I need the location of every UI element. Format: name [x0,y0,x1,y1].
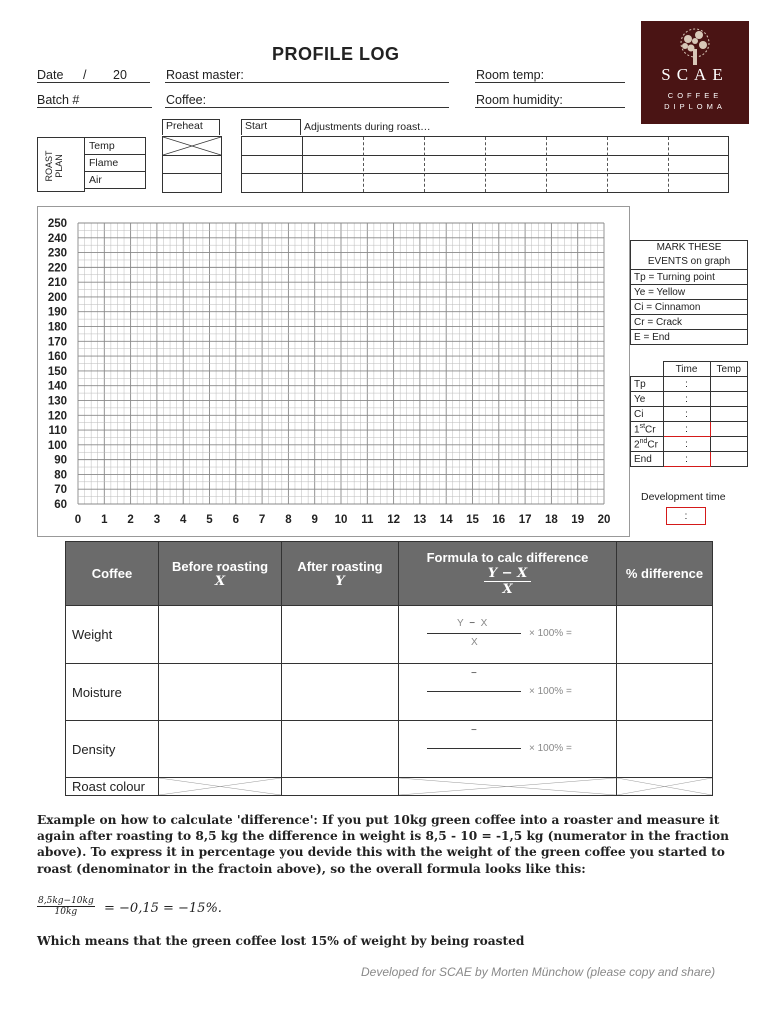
y-tick-label: 150 [47,365,67,378]
events-legend [630,240,748,345]
cross-icon [399,778,616,795]
y-tick-label: 240 [47,232,67,245]
row-end-label: End [631,452,664,467]
cross-icon [617,778,712,795]
date-label: Date [37,68,64,82]
y-tick-label: 90 [54,454,67,467]
roast-plan-side [37,137,85,192]
event-ye: Ye = Yellow [631,285,748,300]
row-roast-colour: Roast colour [66,778,159,796]
y-tick-label: 210 [47,277,67,290]
moisture-after[interactable] [282,664,399,721]
room-temp-field[interactable] [475,82,625,83]
col-after: After roasting Y [282,542,399,606]
col-coffee: Coffee [66,542,159,606]
x-tick-label: 14 [439,514,453,526]
roast-colour-after[interactable] [282,778,399,796]
difference-table [65,541,713,796]
example-numerator: 8,5kg−10kg [38,896,94,906]
x-tick-label: 1 [101,514,108,526]
room-humidity-field[interactable] [475,107,625,108]
x-tick-label: 11 [361,514,374,526]
roast-master-field[interactable] [165,82,449,83]
event-tp: Tp = Turning point [631,270,748,285]
density-after[interactable] [282,721,399,778]
col-temp: Temp [710,362,748,377]
row-density: Density [66,721,159,778]
y-tick-label: 160 [47,351,67,364]
roast-profile-chart[interactable] [37,206,628,535]
events-header-1: MARK THESE [656,242,722,253]
example-result: = −0,15 = −15%. [104,901,222,916]
roast-colour-formula [399,778,617,796]
end-temp[interactable] [710,452,748,467]
roast-plan-rows [84,137,146,189]
example-paragraph: Example on how to calculate 'difference': If you put 10kg green coffee into a roaster and measure it again after roasting to 8,5 kg the difference in weight is 8,5 - 10 = -1,5 kg (numerator in the fraction above). To express it in percentage you devide this with the weight of the green coffee you started to roast (denominator in the fractoin above), so the overall formula looks like this: [37,813,729,876]
room-temp-label: Room temp: [476,68,545,82]
roast-plan-side-1: ROAST [44,150,54,182]
row-ci-label: Ci [631,407,664,422]
logo-brand: SCAE [661,65,729,84]
x-tick-label: 20 [597,514,611,526]
event-cr: Cr = Crack [631,315,748,330]
y-tick-label: 110 [48,425,67,438]
x-tick-label: 15 [466,514,479,526]
y-tick-label: 120 [47,410,67,423]
date-year: 20 [113,68,127,82]
date-field[interactable] [37,82,150,83]
x-tick-label: 3 [153,514,161,526]
row-2cr-label: 2ndCr [631,437,664,452]
weight-pct[interactable] [617,606,713,664]
cross-icon [159,778,281,795]
y-tick-label: 130 [47,395,67,408]
ci-temp[interactable] [710,407,748,422]
moisture-before[interactable] [159,664,282,721]
col-formula: Formula to calc difference Y − X X [399,542,617,606]
plan-row-flame: Flame [85,155,146,172]
coffee-field[interactable] [165,107,449,108]
x-tick-label: 17 [518,514,532,526]
first-crack-time[interactable]: : [663,422,710,437]
row-ye-label: Ye [631,392,664,407]
y-tick-label: 220 [47,262,67,275]
density-before[interactable] [159,721,282,778]
y-tick-label: 80 [54,469,67,482]
y-tick-label: 250 [47,218,67,230]
y-tick-label: 170 [47,336,67,349]
y-tick-label: 180 [47,321,67,334]
roast-plan-side-2: PLAN [54,154,64,178]
y-tick-label: 100 [47,439,67,452]
ci-time[interactable]: : [663,407,710,422]
preheat-label: Preheat [162,119,220,135]
start-label: Start [241,119,301,135]
batch-field[interactable] [37,107,152,108]
x-tick-label: 2 [127,514,134,526]
moisture-formula[interactable]: − × 100% = [399,664,617,721]
x-tick-label: 19 [571,514,585,526]
row-1cr-label: 1stCr [631,422,664,437]
density-pct[interactable] [617,721,713,778]
row-weight: Weight [66,606,159,664]
x-tick-label: 16 [492,514,506,526]
coffee-label: Coffee: [166,93,207,107]
col-time: Time [663,362,710,377]
x-tick-label: 13 [413,514,427,526]
y-tick-label: 70 [54,484,67,497]
room-humidity-label: Room humidity: [476,93,563,107]
x-tick-label: 18 [545,514,558,526]
y-tick-label: 230 [47,247,67,260]
col-pct: % difference [617,542,713,606]
event-ci: Ci = Cinnamon [631,300,748,315]
credit: Developed for SCAE by Morten Münchow (please copy and share) [361,965,716,979]
x-tick-label: 0 [74,514,82,526]
x-tick-label: 9 [311,514,318,526]
roast-colour-before[interactable] [159,778,282,796]
event-times-table [630,361,748,467]
date-separator: / [83,68,87,82]
plan-row-air: Air [85,172,146,189]
moisture-pct[interactable] [617,664,713,721]
development-time-field[interactable]: : [666,507,706,525]
scae-logo [641,21,749,124]
x-tick-label: 7 [258,514,266,526]
tp-temp[interactable] [710,377,748,392]
example-fraction [37,896,95,917]
y-tick-label: 200 [47,291,67,304]
x-tick-label: 10 [334,514,348,526]
event-e: E = End [631,330,748,345]
ye-temp[interactable] [710,392,748,407]
logo-line1: COFFEE [667,91,723,100]
page-title: PROFILE LOG [272,44,400,64]
example-denominator: 10kg [54,907,78,917]
ye-time[interactable]: : [663,392,710,407]
roast-adjustments-grid[interactable] [241,136,729,193]
x-tick-label: 6 [232,514,240,526]
adjustments-label: Adjustments during roast… [304,121,431,133]
weight-after[interactable] [282,606,399,664]
x-tick-label: 8 [285,514,292,526]
first-crack-temp[interactable] [710,422,748,437]
x-tick-label: 12 [387,514,400,526]
roast-colour-pct [617,778,713,796]
col-before: Before roasting X [159,542,282,606]
weight-formula[interactable]: Y − X X × 100% = [399,606,617,664]
preheat-cells[interactable] [162,136,222,193]
second-crack-temp[interactable] [710,437,748,452]
roast-master-label: Roast master: [166,68,244,82]
end-time[interactable]: : [663,452,710,467]
y-tick-label: 60 [54,499,67,511]
preheat-cross-icon [163,137,221,155]
plan-row-temp: Temp [85,138,146,155]
second-crack-time[interactable]: : [663,437,710,452]
density-formula[interactable]: − × 100% = [399,721,617,778]
logo-line2: DIPLOMA [664,102,726,111]
tp-time[interactable]: : [663,377,710,392]
events-header-2: EVENTS on graph [647,256,731,267]
row-tp-label: Tp [631,377,664,392]
development-time-label: Development time [641,491,726,503]
example-conclusion: Which means that the green coffee lost 15% of weight by being roasted [37,934,525,948]
y-tick-label: 190 [47,306,67,319]
y-tick-label: 140 [47,380,67,393]
x-tick-label: 4 [179,514,187,526]
batch-label: Batch # [37,93,80,107]
row-moisture: Moisture [66,664,159,721]
tree-icon [641,25,749,69]
x-tick-label: 5 [206,514,213,526]
weight-before[interactable] [159,606,282,664]
